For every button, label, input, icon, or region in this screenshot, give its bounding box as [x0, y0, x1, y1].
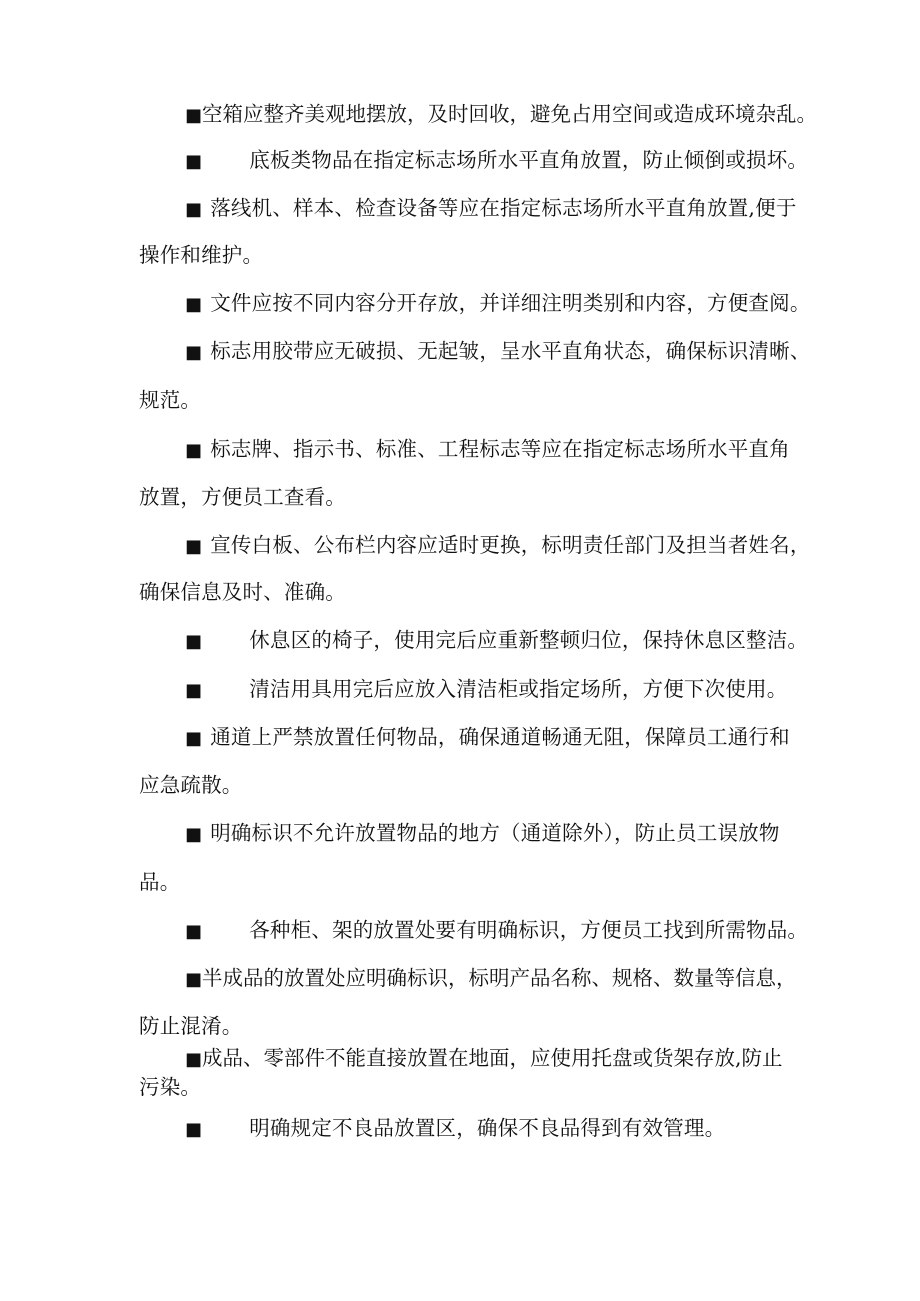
item-continuation: 规范。: [139, 388, 202, 412]
item-text: 成品、零部件不能直接放置在地面，应使用托盘或货架存放,防止: [202, 1046, 783, 1070]
item-continuation: 操作和维护。: [139, 243, 264, 267]
item-text: 休息区的椅子，使用完后应重新整顿归位，保持休息区整洁。: [249, 628, 809, 652]
list-item: [185, 965, 797, 993]
list-item: [185, 147, 808, 175]
list-item: [185, 724, 790, 752]
item-continuation: 污染。: [139, 1075, 202, 1099]
square-bullet-icon: ■: [185, 631, 203, 652]
list-item: [185, 676, 787, 704]
list-item: [185, 101, 817, 129]
square-bullet-icon: ■: [185, 680, 203, 701]
square-bullet-icon: ■: [185, 294, 203, 315]
square-bullet-icon: ■: [185, 199, 203, 220]
item-text: 标志牌、指示书、标准、工程标志等应在指定标志场所水平直角: [210, 437, 790, 461]
item-text: 空箱应整齐美观地摆放，及时回收，避免占用空间或造成环境杂乱。: [202, 102, 818, 126]
item-text: 底板类物品在指定标志场所水平直角放置，防止倾倒或损坏。: [249, 148, 809, 172]
item-continuation: 防止混淆。: [139, 1014, 243, 1038]
list-item: [185, 1045, 783, 1073]
list-item: [185, 338, 811, 366]
square-bullet-icon: ■: [185, 969, 203, 990]
item-text: 半成品的放置处应明确标识，标明产品名称、规格、数量等信息，: [202, 966, 797, 990]
square-bullet-icon: ■: [185, 342, 203, 363]
list-item: [185, 195, 797, 223]
list-item: [185, 532, 811, 560]
square-bullet-icon: ■: [185, 1049, 203, 1070]
item-continuation: 确保信息及时、准确。: [139, 580, 346, 604]
list-item: [185, 436, 790, 464]
item-text: 宣传白板、公布栏内容应适时更换，标明责任部门及担当者姓名，: [210, 533, 811, 557]
item-text: 标志用胶带应无破损、无起皱，呈水平直角状态，确保标识清晰、: [210, 339, 811, 363]
item-text: 各种柜、架的放置处要有明确标识，方便员工找到所需物品。: [249, 918, 809, 942]
square-bullet-icon: ■: [185, 440, 203, 461]
item-text: 通道上严禁放置任何物品，确保通道畅通无阻，保障员工通行和: [210, 725, 790, 749]
list-item: [185, 290, 811, 318]
item-text: 文件应按不同内容分开存放，并详细注明类别和内容，方便查阅。: [210, 291, 811, 315]
item-text: 清洁用具用完后应放入清洁柜或指定场所，方便下次使用。: [249, 677, 788, 701]
item-continuation: 放置，方便员工查看。: [139, 485, 346, 509]
item-continuation: 应急疏散。: [139, 773, 243, 797]
square-bullet-icon: ■: [185, 1119, 203, 1140]
list-item: [185, 1115, 725, 1143]
square-bullet-icon: ■: [185, 824, 203, 845]
item-continuation: 品。: [139, 870, 181, 894]
list-item: [185, 820, 780, 848]
item-text: 明确标识不允许放置物品的地方（通道除外），防止员工误放物: [210, 821, 780, 845]
item-text: 明确规定不良品放置区，确保不良品得到有效管理。: [249, 1116, 726, 1140]
square-bullet-icon: ■: [185, 728, 203, 749]
square-bullet-icon: ■: [185, 105, 203, 126]
square-bullet-icon: ■: [185, 921, 203, 942]
list-item: [185, 917, 808, 945]
square-bullet-icon: ■: [185, 151, 203, 172]
square-bullet-icon: ■: [185, 536, 203, 557]
list-item: [185, 627, 808, 655]
item-text: 落线机、样本、检查设备等应在指定标志场所水平直角放置,便于: [210, 196, 797, 220]
